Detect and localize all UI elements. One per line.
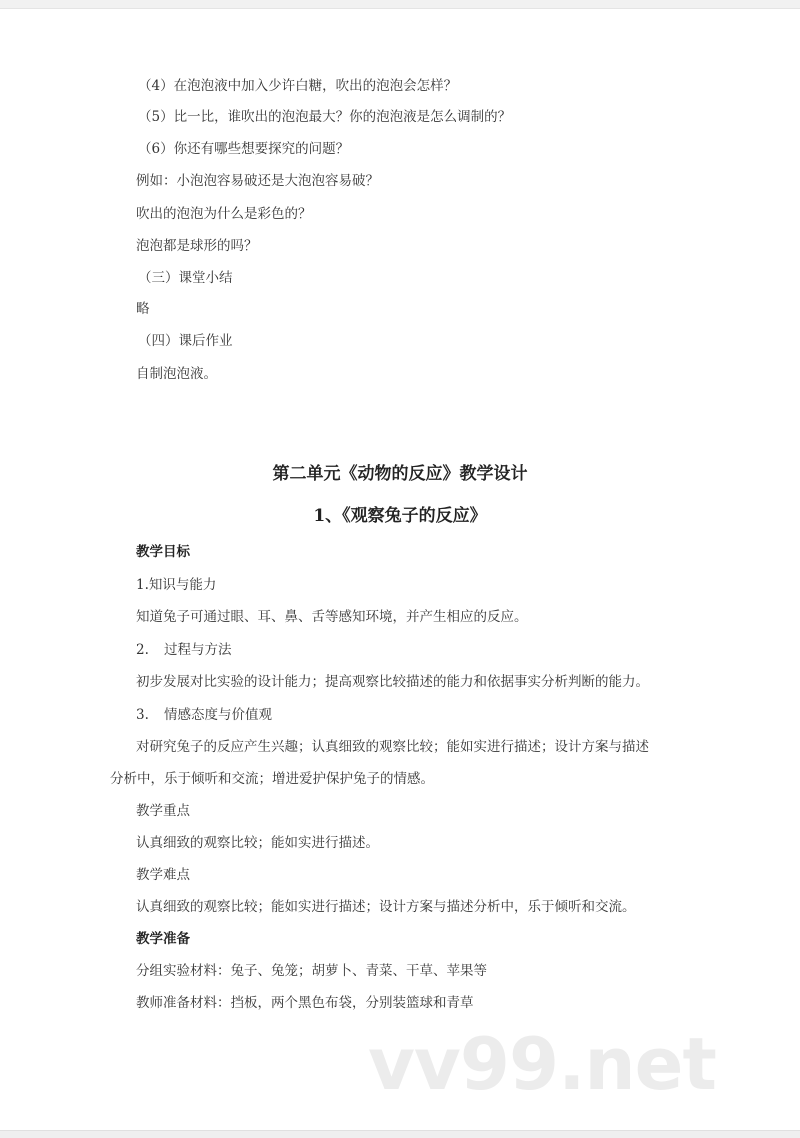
prep-heading: 教学准备 (136, 931, 190, 947)
goal3-title: 情感态度与价值观 (164, 707, 272, 723)
prep-group: 分组实验材料：兔子、兔笼；胡萝卜、青菜、干草、苹果等 (136, 963, 487, 979)
question-6: （6）你还有哪些想要探究的问题？ (138, 141, 350, 157)
goal3-text-line2: 分析中，乐于倾听和交流；增进爱护保护兔子的情感。 (110, 771, 434, 787)
homework-heading: （四）课后作业 (138, 333, 233, 349)
goal3-num: 3. (136, 707, 149, 723)
page-top-edge (0, 0, 800, 9)
goal2-text: 初步发展对比实验的设计能力；提高观察比较描述的能力和依据事实分析判断的能力。 (136, 674, 649, 690)
goal1-title: 1.知识与能力 (136, 577, 217, 593)
example-3: 泡泡都是球形的吗？ (136, 238, 258, 254)
prep-teacher: 教师准备材料：挡板，两个黑色布袋，分别装篮球和青草 (136, 995, 474, 1011)
unit-title: 第二单元《动物的反应》教学设计 (272, 464, 528, 484)
goal1-text: 知道兔子可通过眼、耳、鼻、舌等感知环境，并产生相应的反应。 (136, 609, 528, 625)
example-2: 吹出的泡泡为什么是彩色的？ (136, 206, 312, 222)
lesson-title: 1、《观察兔子的反应》 (313, 506, 487, 526)
key-heading: 教学重点 (136, 803, 190, 819)
watermark: vv99.net (368, 1022, 716, 1106)
example-1: 例如：小泡泡容易破还是大泡泡容易破？ (136, 173, 379, 189)
goal3-text-line1: 对研究兔子的反应产生兴趣；认真细致的观察比较；能如实进行描述；设计方案与描述 (136, 739, 649, 755)
key-text: 认真细致的观察比较；能如实进行描述。 (136, 835, 379, 851)
summary-text: 略 (136, 301, 150, 317)
question-5: （5）比一比，谁吹出的泡泡最大？你的泡泡液是怎么调制的？ (138, 109, 512, 125)
summary-heading: （三）课堂小结 (138, 270, 233, 286)
difficulty-heading: 教学难点 (136, 867, 190, 883)
question-4: （4）在泡泡液中加入少许白糖，吹出的泡泡会怎样？ (138, 78, 458, 94)
goals-heading: 教学目标 (136, 544, 190, 560)
goal2-title: 过程与方法 (164, 642, 232, 658)
difficulty-text: 认真细致的观察比较；能如实进行描述；设计方案与描述分析中，乐于倾听和交流。 (136, 899, 636, 915)
homework-text: 自制泡泡液。 (136, 366, 217, 382)
goal2-num: 2. (136, 642, 149, 658)
